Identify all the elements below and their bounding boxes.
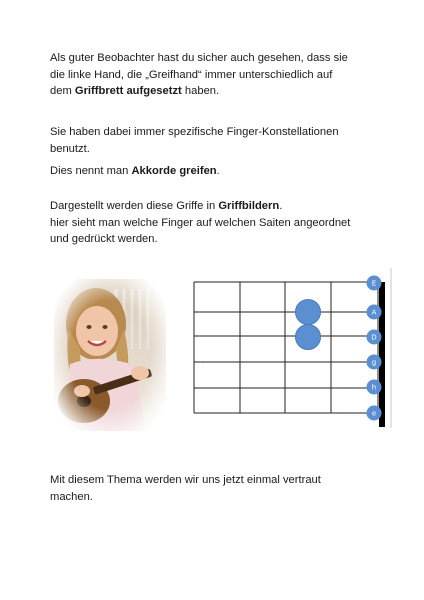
text-line: hier sieht man welche Finger auf welchen Saiten angeordnet <box>50 216 351 229</box>
text-line: haben. <box>181 85 220 98</box>
bold-term-griffbildern: Griffbildern <box>218 200 280 212</box>
fretboard-grid <box>194 279 378 413</box>
text-line: machen. <box>50 490 93 503</box>
text-line: Dargestellt werden diese Griffe in <box>50 200 219 212</box>
text-line: dem <box>50 85 75 98</box>
nut-bar <box>379 282 385 427</box>
text-line: und gedrückt werden. <box>50 233 158 246</box>
girl-with-guitar-photo <box>54 279 166 431</box>
text-line: . <box>279 200 283 212</box>
bold-term-griffbrett: Griffbrett aufgesetzt <box>74 85 182 98</box>
text-line: benutzt. <box>50 142 90 155</box>
text-line: . <box>216 165 220 177</box>
paragraph-outro <box>50 472 390 505</box>
paragraph-finger-constellations <box>50 124 390 157</box>
string-label: e <box>371 409 377 418</box>
string-label: E <box>371 279 377 288</box>
text-line: Dies nennt man <box>50 165 132 177</box>
text-line: die linke Hand, die „Greifhand“ immer unterschiedlich auf <box>50 68 333 81</box>
text-line: Sie haben dabei immer spezifische Finger-Konstellationen <box>50 126 339 138</box>
string-label: D <box>371 333 377 342</box>
bold-term-akkorde: Akkorde greifen <box>131 165 217 177</box>
string-label: h <box>371 383 377 392</box>
chord-diagram <box>188 268 398 435</box>
paragraph-chords <box>50 163 390 180</box>
text-line: Mit diesem Thema werden wir uns jetzt einmal vertraut <box>50 474 321 486</box>
string-label: g <box>371 358 377 367</box>
paragraph-chord-diagrams <box>50 198 390 248</box>
text-line: Als guter Beobachter hast du sicher auch gesehen, dass sie <box>50 52 348 64</box>
svg-text:': ' <box>202 361 204 368</box>
paragraph-intro <box>50 50 390 100</box>
finger-dot <box>296 300 321 325</box>
finger-dot <box>296 325 321 350</box>
string-label: A <box>371 308 377 317</box>
